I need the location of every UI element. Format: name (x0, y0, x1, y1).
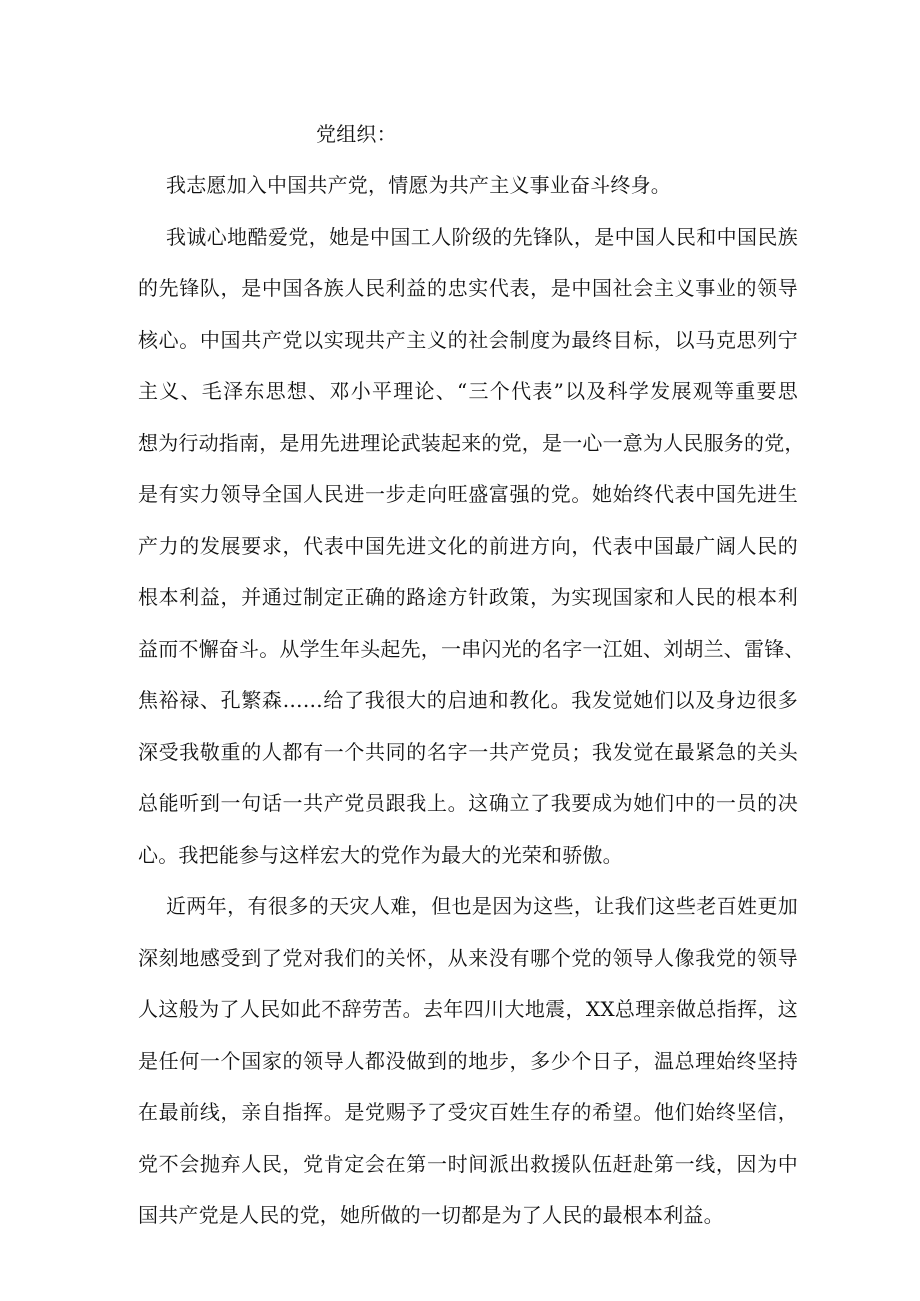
paragraph-2-line-1: 我诚心地酷爱党，她是中国工人阶级的先锋队，是中国人民和中国民族 (166, 225, 798, 249)
paragraph-3-line-3: 人这般为了人民如此不辞劳苦。去年四川大地震，XX总理亲做总指挥，这 (138, 997, 798, 1021)
paragraph-2-line-8: 根本利益，并通过制定正确的路途方针政策，为实现国家和人民的根本利 (138, 585, 798, 609)
paragraph-3-line-6: 党不会抛弃人民，党肯定会在第一时间派出救援队伍赶赴第一线，因为中 (138, 1152, 798, 1176)
salutation: 党组织： (316, 122, 397, 146)
paragraph-2-line-6: 是有实力领导全国人民进一步走向旺盛富强的党。她始终代表中国先进生 (138, 482, 798, 506)
paragraph-2-line-5: 想为行动指南，是用先进理论武装起来的党，是一心一意为人民服务的党， (138, 431, 805, 455)
paragraph-3-line-1: 近两年，有很多的天灾人难，但也是因为这些，让我们这些老百姓更加 (166, 894, 798, 918)
paragraph-2-line-13: 心。我把能参与这样宏大的党作为最大的光荣和骄傲。 (138, 843, 623, 867)
paragraph-2-line-9: 益而不懈奋斗。从学生年头起先，一串闪光的名字一江姐、刘胡兰、雷锋、 (138, 637, 805, 661)
paragraph-2-line-7: 产力的发展要求，代表中国先进文化的前进方向，代表中国最广阔人民的 (138, 534, 798, 558)
paragraph-3-line-2: 深刻地感受到了党对我们的关怀，从来没有哪个党的领导人像我党的领导 (138, 946, 798, 970)
paragraph-2-line-4: 主义、毛泽东思想、邓小平理论、“三个代表”以及科学发展观等重要思 (138, 379, 798, 403)
paragraph-2-line-10: 焦裕禄、孔繁森……给了我很大的启迪和教化。我发觉她们以及身边很多 (138, 688, 798, 712)
paragraph-2-line-11: 深受我敬重的人都有一个共同的名字一共产党员；我发觉在最紧急的关头 (138, 740, 798, 764)
paragraph-2-line-12: 总能听到一句话一共产党员跟我上。这确立了我要成为她们中的一员的决 (138, 791, 798, 815)
paragraph-2-line-2: 的先锋队，是中国各族人民利益的忠实代表，是中国社会主义事业的领导 (138, 276, 798, 300)
paragraph-1-line-1: 我志愿加入中国共产党，情愿为共产主义事业奋斗终身。 (166, 173, 671, 197)
paragraph-3-line-5: 在最前线，亲自指挥。是党赐予了受灾百姓生存的希望。他们始终坚信， (138, 1100, 798, 1124)
paragraph-3-line-7: 国共产党是人民的党，她所做的一切都是为了人民的最根本利益。 (138, 1203, 724, 1227)
paragraph-3-line-4: 是任何一个国家的领导人都没做到的地步，多少个日子，温总理始终坚持 (138, 1049, 798, 1073)
paragraph-2-line-3: 核心。中国共产党以实现共产主义的社会制度为最终目标，以马克思列宁 (138, 328, 798, 352)
